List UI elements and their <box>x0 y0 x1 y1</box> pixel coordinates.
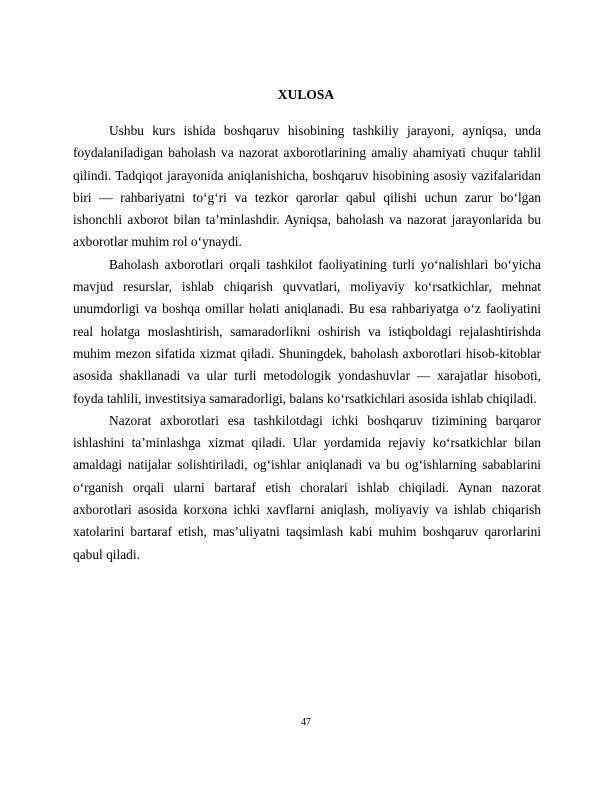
paragraph-2: Baholash axborotlari orqali tashkilot faoliyatining turli yo‘nalishlari bo‘yicha mavjud resurslar, ishlab chiqarish quvvatlari, moliyaviy ko‘rsatkichlar, mehnat unumdorligi va boshqa omillar holati aniqlanadi. Bu esa rahbariyatga o‘z faoliyatini real holatga moslashtirish, samaradorlikni oshirish va istiqboldagi rejalashtirishda muhim mezon sifatida xizmat qiladi. Shuningdek, baholash axborotlari hisob-kitoblar asosida shakllanadi va ular turli metodologik yondashuvlar — xarajatlar hisoboti, foyda tahlili, investitsiya samaradorligi, balans ko‘rsatkichlari asosida ishlab chiqiladi. <box>73 256 541 406</box>
page-number: 47 <box>301 717 311 728</box>
paragraph-3: Nazorat axborotlari esa tashkilotdagi ichki boshqaruv tizimining barqaror ishlashini ta’minlashga xizmat qiladi. Ular yordamida rejaviy ko‘rsatkichlar bilan amaldagi natijalar solishtiriladi, og‘ishlar aniqlanadi va bu og‘ishlarning sabablarini o‘rganish orqali ularni bartaraf etish choralari ishlab chiqiladi. Aynan nazorat axborotlari asosida korxona ichki xavflarni aniqlash, moliyaviy va ishlab chiqarish xatolarini bartaraf etish, mas’uliyatni taqsimlash kabi muhim boshqaruv qarorlarini qabul qiladi. <box>73 412 541 562</box>
body-text <box>73 120 541 566</box>
section-title: XULOSA <box>277 87 335 102</box>
paragraph-1: Ushbu kurs ishida boshqaruv hisobining tashkiliy jarayoni, ayniqsa, unda foydalaniladigan baholash va nazorat axborotlarining amaliy ahamiyati chuqur tahlil qilindi. Tadqiqot jarayonida aniqlanishicha, boshqaruv hisobining asosiy vazifalaridan biri — rahbariyatni to‘g‘ri va tezkor qarorlar qabul qilishi uchun zarur bo‘lgan ishonchli axborot bilan ta’minlashdir. Ayniqsa, baholash va nazorat jarayonlarida bu axborotlar muhim rol o‘ynaydi. <box>73 123 541 250</box>
